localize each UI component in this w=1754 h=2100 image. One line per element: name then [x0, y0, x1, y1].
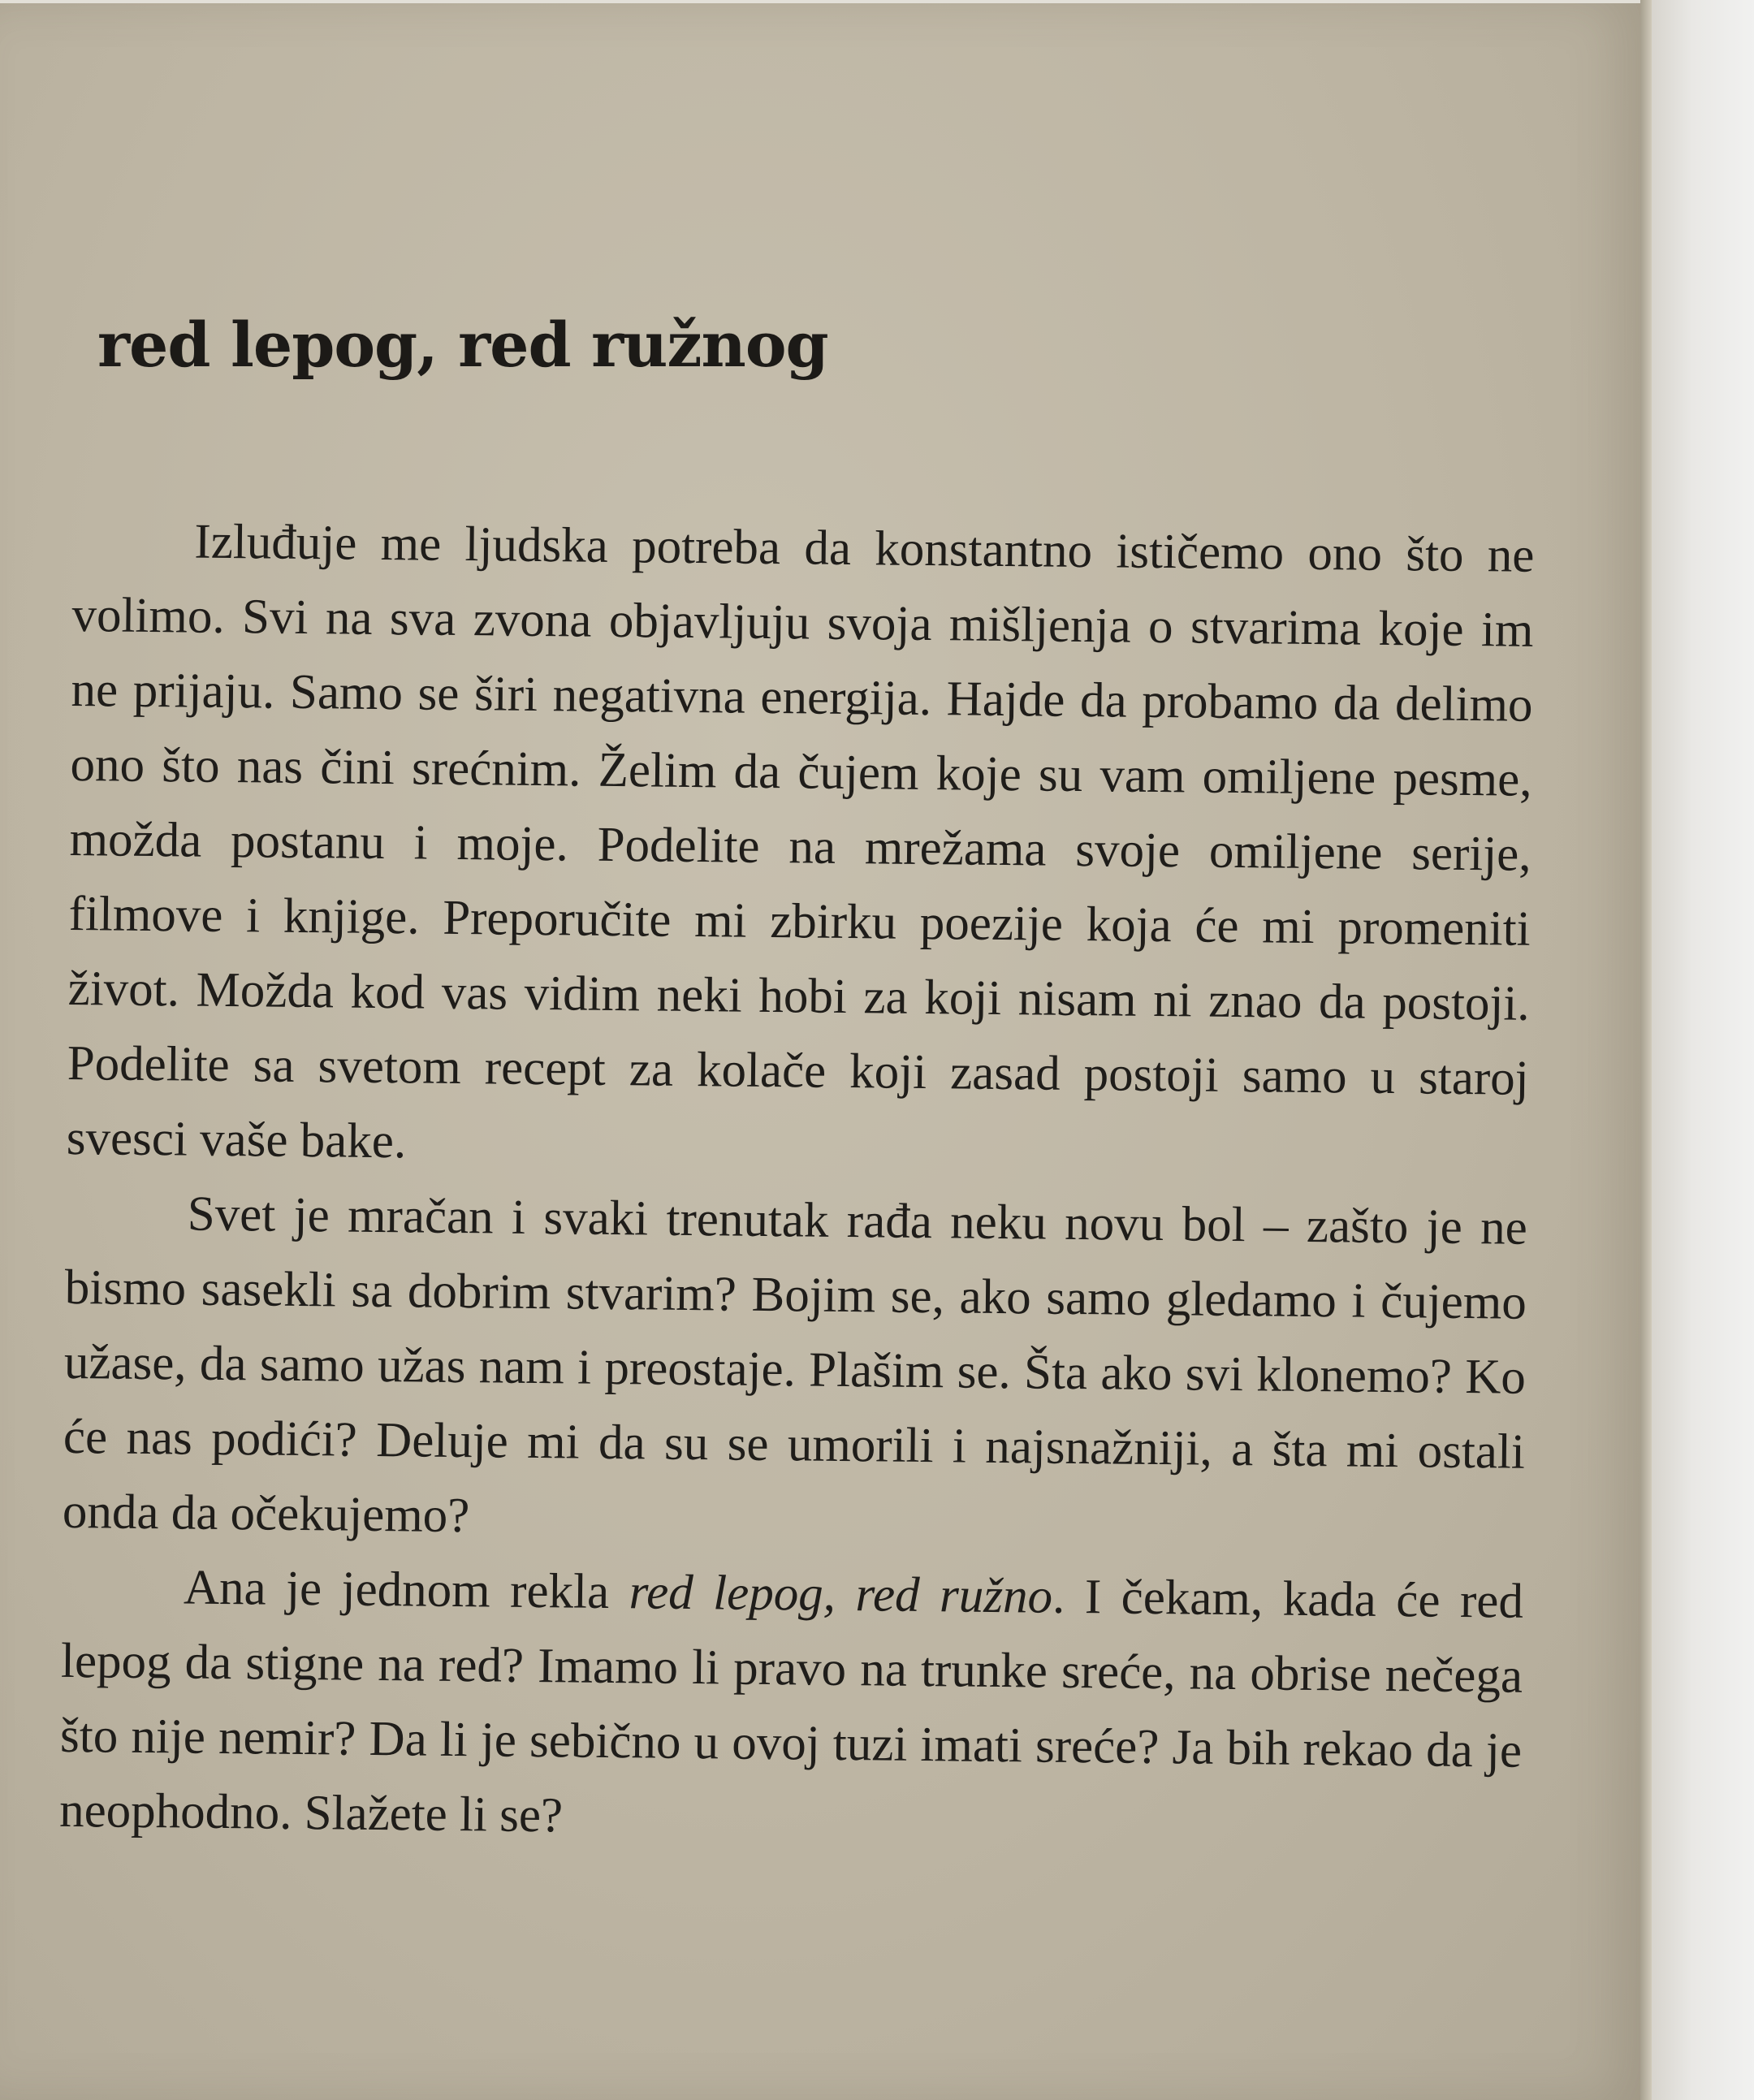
paragraph-2: Svet je mračan i svaki trenutak rađa neku novu bol – zašto je ne bismo sasekli sa dobrim stvarim? Bojim se, ako samo gledamo i čujemo užase, da samo užas nam i preostaje. Plašim se. Šta ako svi klonemo? Ko će nas podići? Deluje mi da su se umorili i najsnažniji, a šta mi ostali onda da očekujemo? [62, 1186, 1528, 1544]
paragraph-1: Izluđuje me ljudska potreba da konstantno ističemo ono što ne volimo. Svi na sva zvona objavljuju svoja mišljenja o stvarima koje im ne prijaju. Samo se širi negativna energija. Hajde da probamo da delimo ono što nas čini srećnim. Želim da čujem koje su vam omiljene pesme, možda postanu i moje. Podelite na mrežama svoje omiljene serije, filmove i knjige. Preporučite mi zbirku poezije koja će mi promeniti život. Možda kod vas vidim neki hobi za koji nisam ni znao da postoji. Podelite sa svetom recept za kolače koji zasad postoji samo u staroj svesci vaše bake. [66, 514, 1535, 1169]
paragraph-3 [59, 1549, 1524, 1864]
paragraph-3-text-before: Ana je jednom rekla [183, 1560, 630, 1620]
paragraph-3-text-after: . I čekam, kada će red lepog da stigne na red? Imamo li pravo na trunke sreće, na obrise nečega što nije nemir? Da li je sebično u ovoj tuzi imati sreće? Ja bih rekao da je neophodno. Slažete li se? [58, 1569, 1524, 1843]
page-edge [1640, 0, 1652, 2100]
chapter-body [59, 503, 1535, 1864]
page-top-edge [0, 0, 1650, 3]
background-margin [1652, 0, 1754, 2100]
paragraph-3-italic-quote: red lepog, red ružno [629, 1565, 1053, 1624]
chapter-title: red lepog, red ružnog [97, 309, 828, 381]
